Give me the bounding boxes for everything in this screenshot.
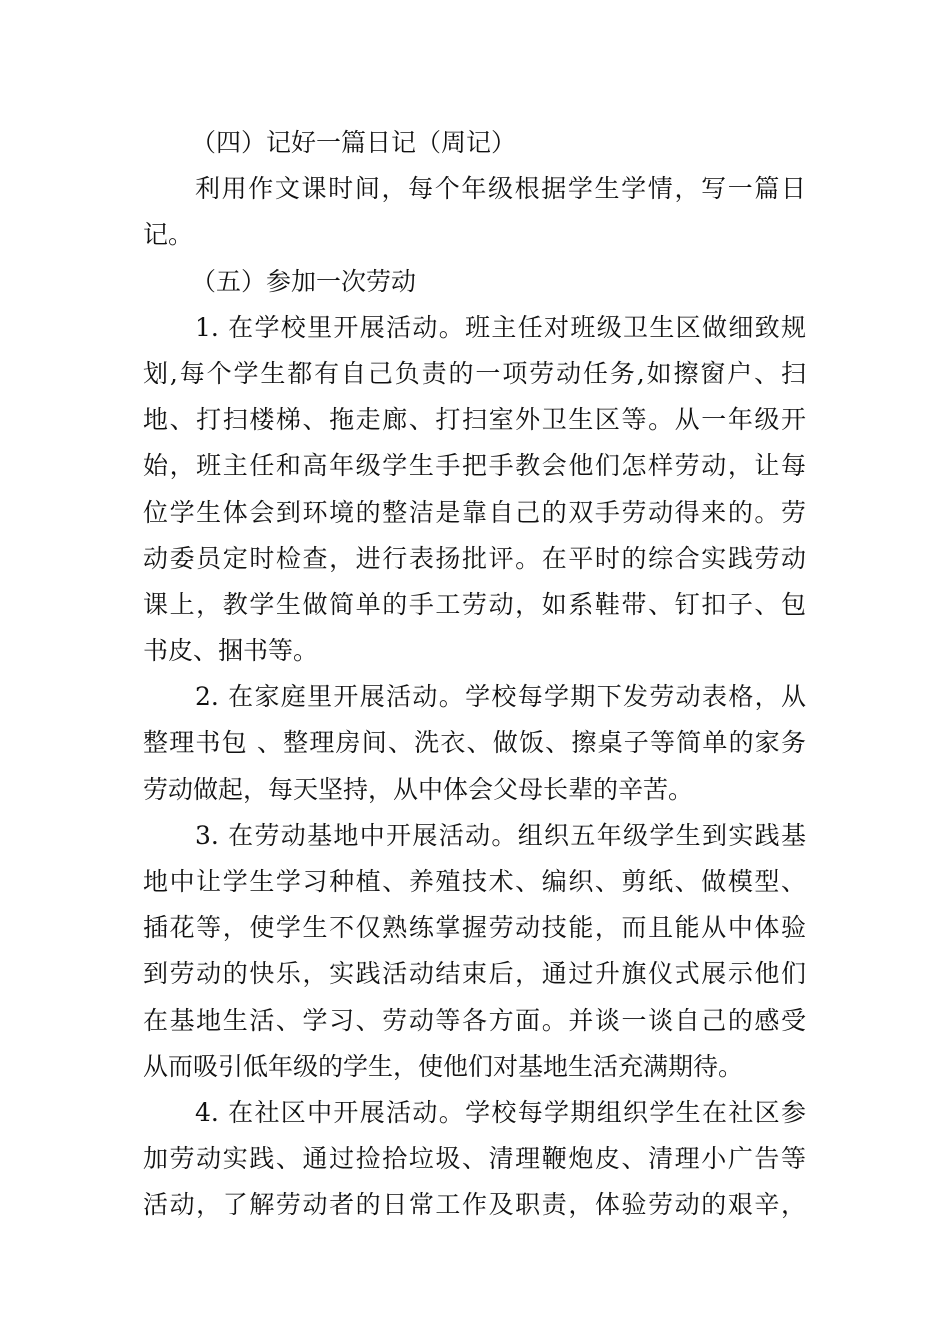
paragraph-line: 书皮、捆书等。	[143, 636, 319, 666]
paragraph-line: 劳动做起，每天坚持，从中体会父母长辈的辛苦。	[143, 774, 694, 804]
section-heading-labor: （五）参加一次劳动	[191, 266, 417, 296]
paragraph-line: 整理书包 、整理房间、洗衣、做饭、擦桌子等简单的家务	[143, 728, 806, 758]
paragraph-line: 记。	[143, 220, 194, 250]
paragraph-line: 3. 在劳动基地中开展活动。组织五年级学生到实践基	[195, 820, 806, 850]
paragraph-line: 课上，教学生做简单的手工劳动，如系鞋带、钉扣子、包	[143, 589, 806, 619]
paragraph-line: 动委员定时检查，进行表扬批评。在平时的综合实践劳动	[143, 543, 806, 573]
paragraph-line: 加劳动实践、通过捡拾垃圾、清理鞭炮皮、清理小广告等	[143, 1144, 806, 1174]
paragraph-line: 从而吸引低年级的学生，使他们对基地生活充满期待。	[143, 1051, 744, 1081]
paragraph-line: 位学生体会到环境的整洁是靠自己的双手劳动得来的。劳	[143, 497, 806, 527]
paragraph-line: 4. 在社区中开展活动。学校每学期组织学生在社区参	[195, 1097, 806, 1127]
paragraph-line: 插花等，使学生不仅熟练掌握劳动技能，而且能从中体验	[143, 913, 806, 943]
paragraph-line: 2. 在家庭里开展活动。学校每学期下发劳动表格，从	[195, 682, 806, 712]
document-body	[143, 120, 806, 1229]
paragraph-line: 划,每个学生都有自己负责的一项劳动任务,如擦窗户、扫	[143, 358, 806, 388]
paragraph-line: 到劳动的快乐，实践活动结束后，通过升旗仪式展示他们	[143, 959, 806, 989]
paragraph-line: 地中让学生学习种植、养殖技术、编织、剪纸、做模型、	[143, 867, 806, 896]
paragraph-line: 1. 在学校里开展活动。班主任对班级卫生区做细致规	[195, 312, 806, 342]
paragraph-line: 地、打扫楼梯、拖走廊、打扫室外卫生区等。从一年级开	[143, 405, 806, 435]
section-heading-diary: （四）记好一篇日记（周记）	[191, 128, 517, 157]
paragraph-line: 始，班主任和高年级学生手把手教会他们怎样劳动，让每	[143, 451, 806, 481]
paragraph-line: 活动，了解劳动者的日常工作及职责，体验劳动的艰辛，	[143, 1190, 806, 1220]
paragraph-line: 在基地生活、学习、劳动等各方面。并谈一谈自己的感受	[143, 1005, 806, 1035]
paragraph-line: 利用作文课时间，每个年级根据学生学情，写一篇日	[195, 174, 806, 204]
